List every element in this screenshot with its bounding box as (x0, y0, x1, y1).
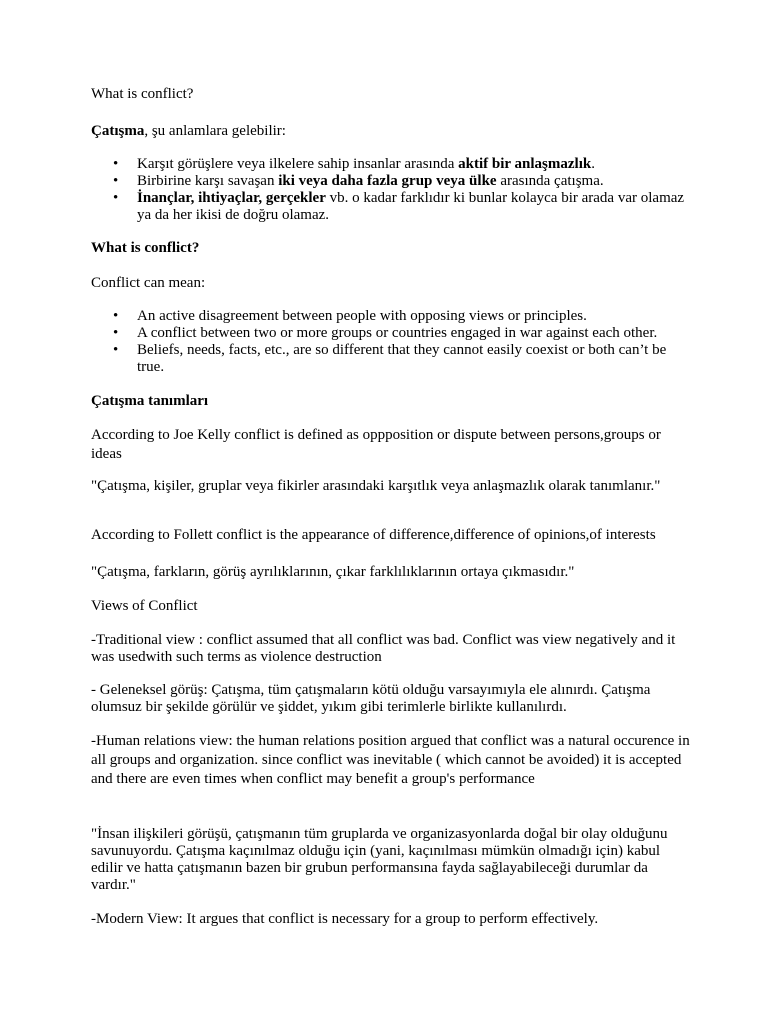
turkish-intro-bold: Çatışma (91, 123, 145, 139)
intro-heading: What is conflict? (91, 86, 194, 102)
list-item: • An active disagreement between people with opposing views or principles. (91, 308, 691, 325)
definitions-heading: Çatışma tanımları (91, 393, 209, 409)
turkish-definition-list (91, 156, 691, 224)
english-definition-list (91, 308, 691, 376)
list-item: • İnançlar, ihtiyaçlar, gerçekler vb. o kadar farklıdır ki bunlar kolayca bir arada var olamaz ya da her ikisi de doğru olamaz. (91, 190, 691, 224)
list-item: • Karşıt görüşlere veya ilkelere sahip insanlar arasında aktif bir anlaşmazlık. (91, 156, 691, 173)
turkish-intro-rest: , şu anlamlara gelebilir: (144, 123, 286, 139)
traditional-view-tr: - Geleneksel görüş: Çatışma, tüm çatışmaların kötü olduğu varsayımıyla ele alınırdı. Çatışma olumsuz bir şekilde görülür ve şiddet, yıkım gibi terimlerle birlikte kullanılırdı. (91, 682, 651, 715)
modern-view: -Modern View: It argues that conflict is necessary for a group to perform effectively. (91, 911, 599, 927)
human-relations-view-tr: "İnsan ilişkileri görüşü, çatışmanın tüm gruplarda ve organizasyonlarda doğal bir olay olduğunu savunuyordu. Çatışma kaçınılmaz olduğu için (yani, kaçınılması mümkün olmadığı için) kabul edilir ve hatta çatışmanın bazen bir grubun performansına fayda sağlayabileceği durumlar da vardır." (91, 826, 668, 893)
kelly-definition-tr: "Çatışma, kişiler, gruplar veya fikirler arasındaki karşıtlık veya anlaşmazlık olarak tanımlanır." (91, 478, 661, 494)
list-item: • A conflict between two or more groups or countries engaged in war against each other. (91, 325, 691, 342)
follett-definition-tr: "Çatışma, farkların, görüş ayrılıklarının, çıkar farklılıklarının ortaya çıkmasıdır." (91, 564, 575, 580)
views-heading: Views of Conflict (91, 598, 198, 614)
english-intro: Conflict can mean: (91, 275, 206, 291)
turkish-intro (91, 123, 691, 140)
human-relations-view: -Human relations view: the human relations position argued that conflict was a natural occurence in all groups and organization. since conflict was inevitable ( which cannot be avoided) it is accepted and there are even times when conflict may benefit a group's performance (91, 733, 690, 787)
kelly-definition: According to Joe Kelly conflict is defined as oppposition or dispute between persons,groups or ideas (91, 427, 661, 462)
follett-definition: According to Follett conflict is the appearance of difference,difference of opinions,of interests (91, 527, 656, 543)
traditional-view: -Traditional view : conflict assumed that all conflict was bad. Conflict was view negatively and it was usedwith such terms as violence destruction (91, 632, 676, 665)
section-heading: What is conflict? (91, 240, 200, 256)
list-item: • Beliefs, needs, facts, etc., are so different that they cannot easily coexist or both can’t be true. (91, 342, 691, 376)
list-item: • Birbirine karşı savaşan iki veya daha fazla grup veya ülke arasında çatışma. (91, 173, 691, 190)
